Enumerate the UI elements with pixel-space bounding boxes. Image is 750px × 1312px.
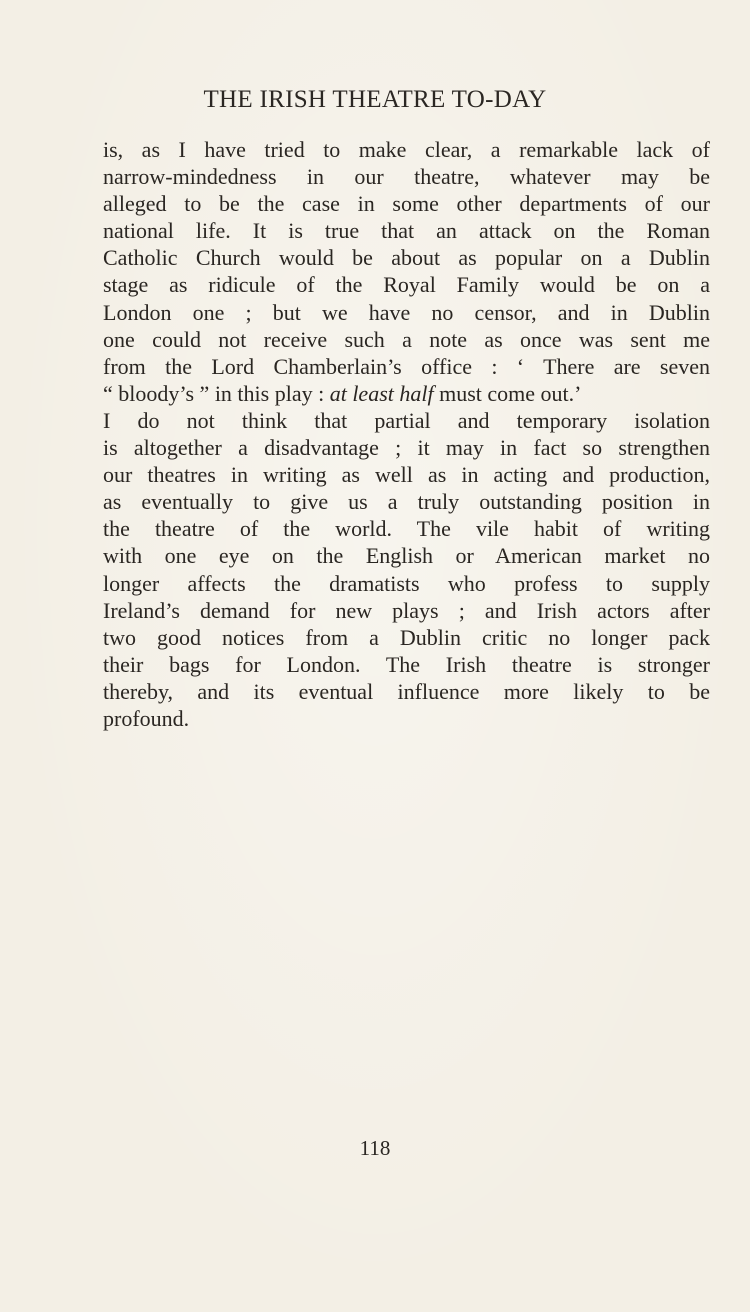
text-line: with one eye on the English or American market no <box>103 543 710 569</box>
emphasis-text: at least half <box>329 380 434 406</box>
text-line: from the Lord Chamberlain’s office : ‘ There are seven <box>103 353 710 379</box>
quote-text-end: must come out.’ <box>433 380 582 406</box>
text-line: is, as I have tried to make clear, a remarkable lack of <box>103 137 710 162</box>
text-line: narrow-mindedness in our theatre, whatever may be <box>103 164 710 190</box>
text-line: London one ; but we have no censor, and in Dublin <box>103 299 710 325</box>
text-line: the theatre of the world. The vile habit of writing <box>103 516 710 542</box>
text-line: I do not think that partial and temporary isolation <box>103 407 710 433</box>
body-text <box>103 136 710 732</box>
text-line: as eventually to give us a truly outstanding position in <box>103 489 710 515</box>
running-head: THE IRISH THEATRE TO-DAY <box>203 86 547 113</box>
text-line: stage as ridicule of the Royal Family would be on a <box>103 272 710 298</box>
text-line: national life. It is true that an attack on the Roman <box>103 218 710 244</box>
text-line: Ireland’s demand for new plays ; and Irish actors after <box>103 597 710 623</box>
text-line: profound. <box>103 705 190 731</box>
text-line: is altogether a disadvantage ; it may in fact so strengthen <box>103 435 710 461</box>
text-line: two good notices from a Dublin critic no longer pack <box>103 624 710 650</box>
text-line: our theatres in writing as well as in acting and production, <box>103 462 710 488</box>
text-line: longer affects the dramatists who profess to supply <box>103 570 710 596</box>
text-line: Catholic Church would be about as popular on a Dublin <box>103 245 710 271</box>
text-line: thereby, and its eventual influence more likely to be <box>103 678 710 704</box>
page-number: 118 <box>359 1136 391 1160</box>
text-line: alleged to be the case in some other departments of our <box>103 191 710 217</box>
text-line: one could not receive such a note as once was sent me <box>103 326 710 352</box>
text-line <box>103 380 710 407</box>
quote-text: “ bloody’s ” in this play : <box>103 380 330 406</box>
text-line: their bags for London. The Irish theatre is stronger <box>103 651 710 677</box>
